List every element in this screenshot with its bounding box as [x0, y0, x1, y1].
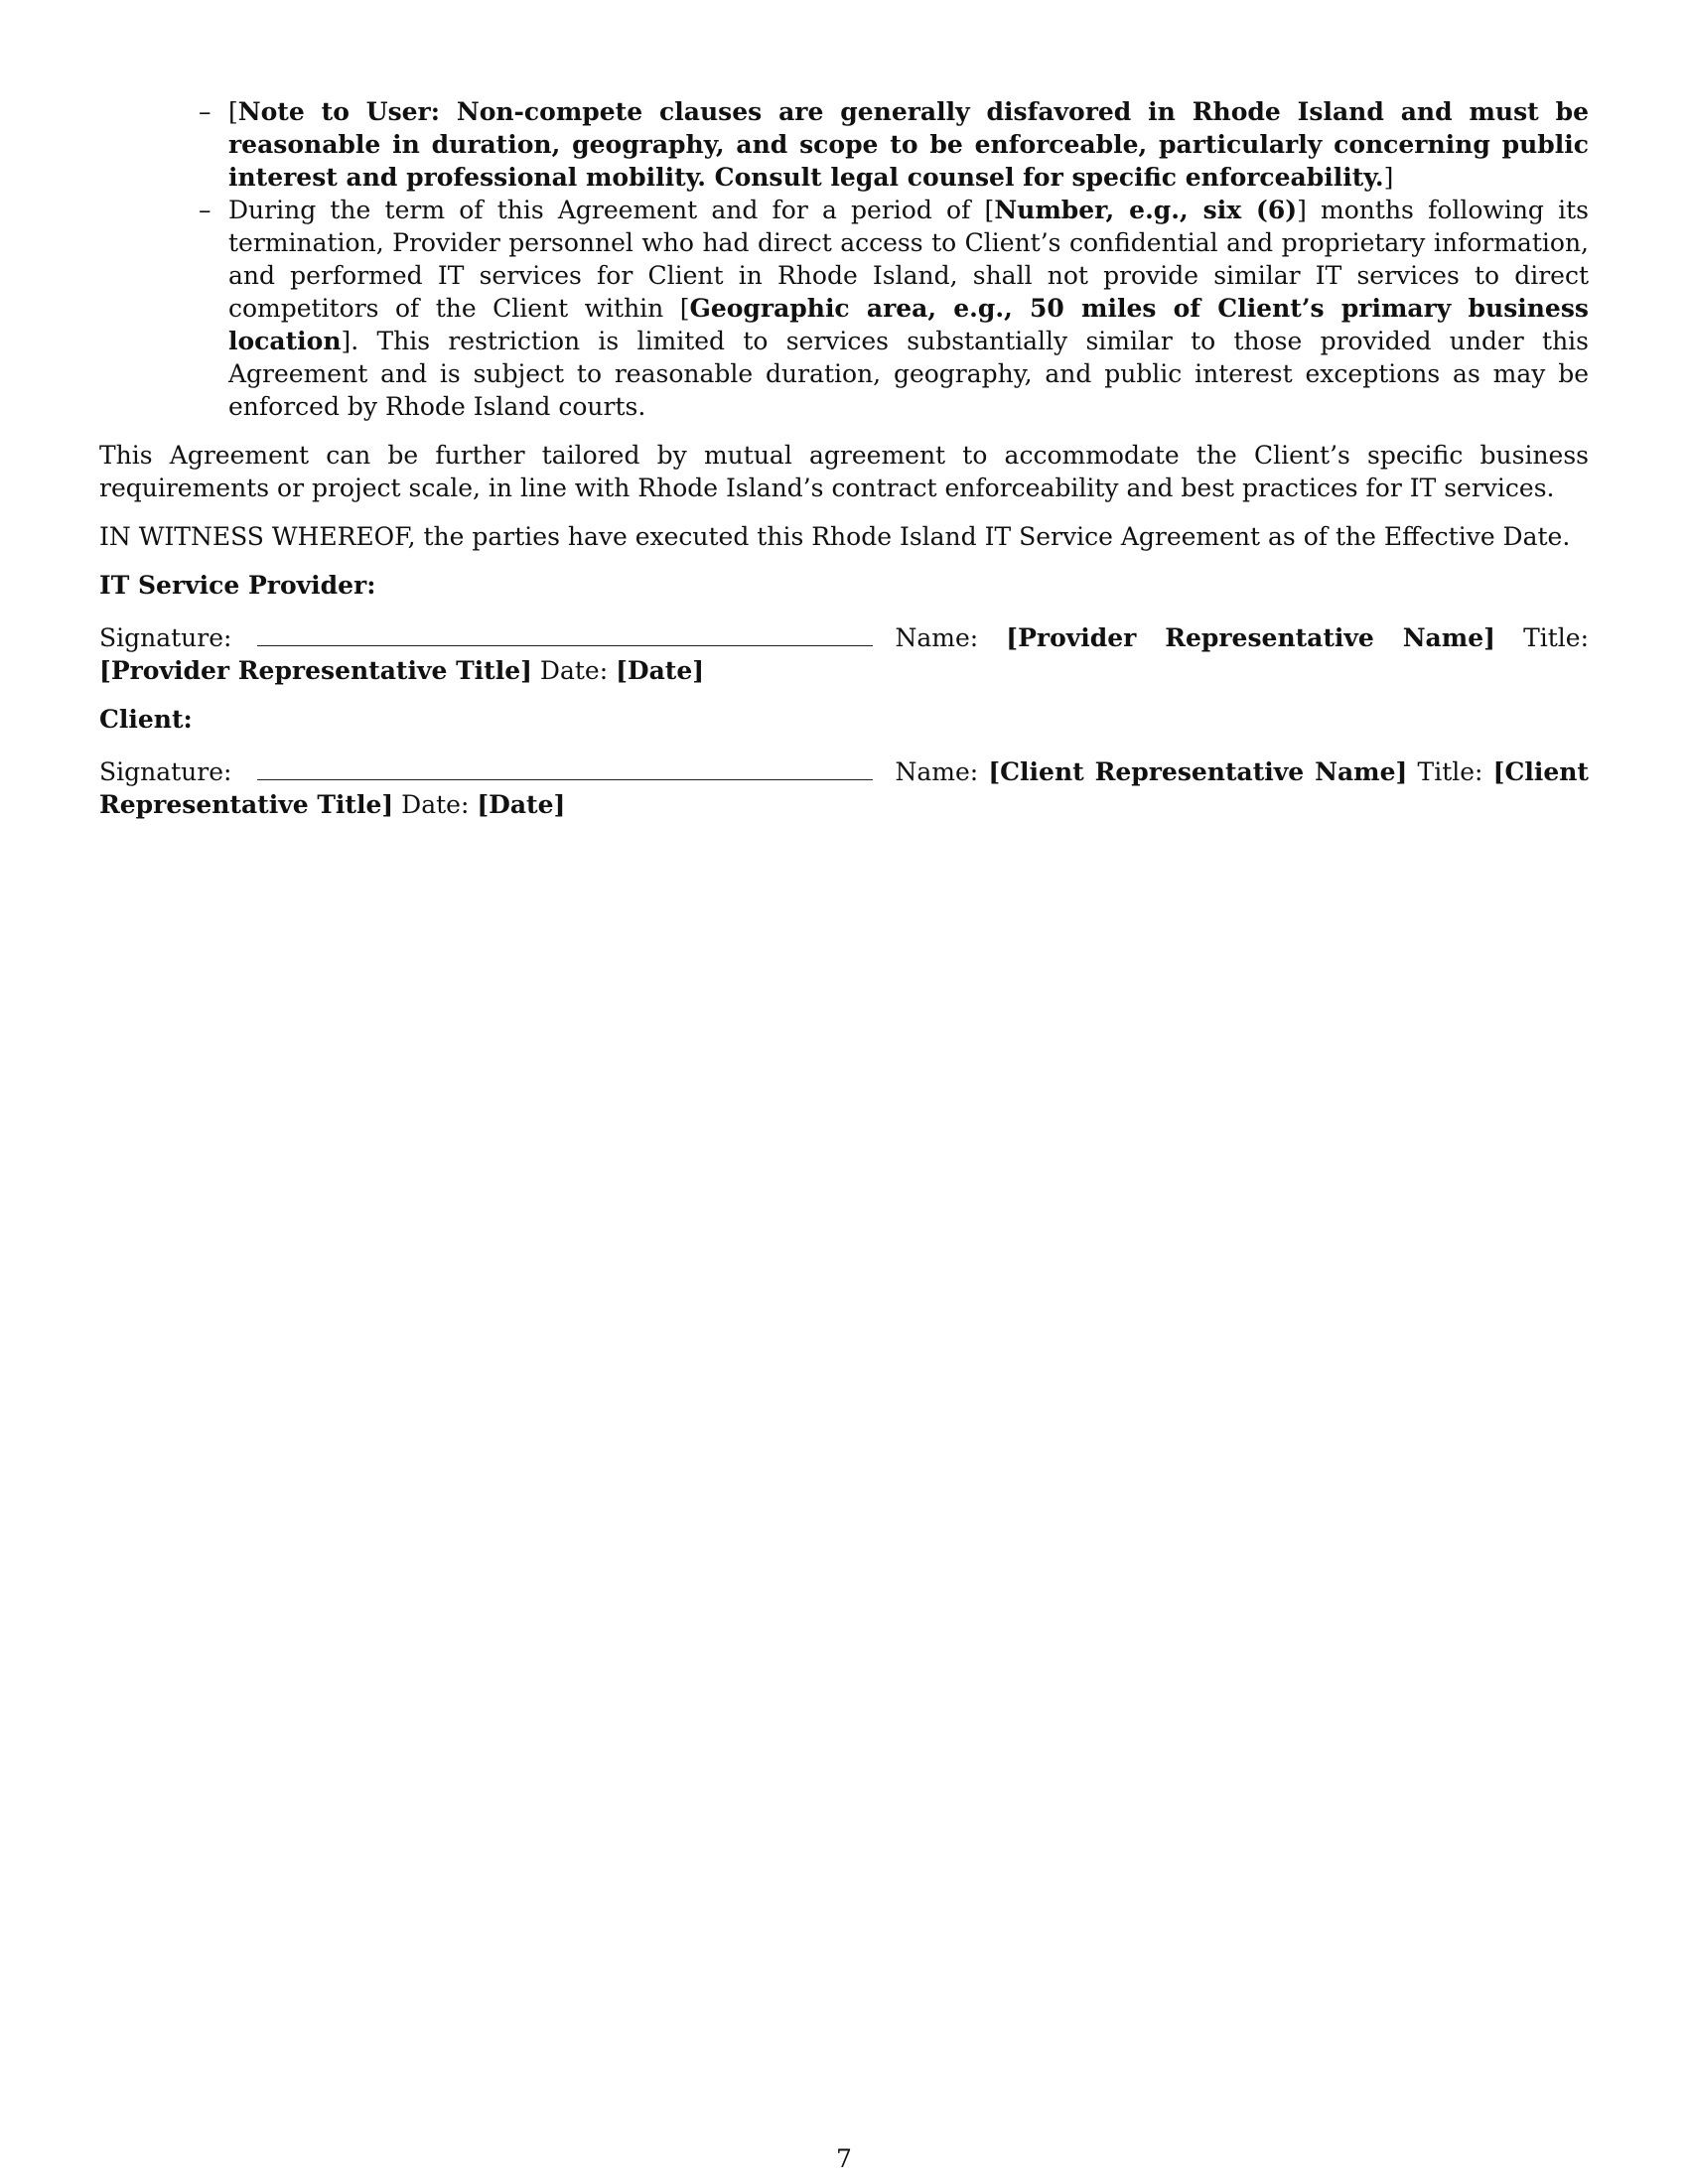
placeholder-geography: Geographic area, e.g., 50 miles of Client’s primary business location — [228, 294, 1589, 355]
list-item — [99, 95, 1589, 194]
placeholder-duration: Number, e.g., six (6) — [994, 196, 1298, 224]
title-label: Title: — [1417, 757, 1483, 786]
date-label: Date: — [401, 790, 470, 819]
provider-heading: IT Service Provider: — [99, 571, 376, 600]
client-title-value: [Client Representative Title] — [99, 757, 1589, 819]
title-label: Title: — [1523, 623, 1590, 652]
date-label: Date: — [539, 656, 609, 685]
signature-label: Signature: — [99, 757, 232, 786]
client-heading: Client: — [99, 705, 193, 734]
clause-list — [99, 95, 1589, 423]
client-name-value: [Client Representative Name] — [988, 757, 1408, 786]
clause-text: ] months following its termination, Provider personnel who had direct access to Client’s confidential and proprietary information, and performed IT services for Client in Rhode Island, shall not provide similar IT services to direct competitors of the Client within [ — [228, 196, 1589, 323]
name-label: Name: — [895, 623, 979, 652]
name-label: Name: — [895, 757, 979, 786]
provider-signature-line[interactable] — [257, 623, 873, 646]
provider-name-value: [Provider Representative Name] — [1006, 623, 1495, 652]
provider-signature-block — [99, 621, 1589, 687]
note-to-user: Note to User: Non-compete clauses are generally disfavored in Rhode Island and must be reasonable in duration, geography, and scope to be enforceable, particularly concerning public interest and professional mobility. Consult legal counsel for specific enforceability. — [228, 97, 1589, 192]
page-number: 7 — [836, 2144, 852, 2173]
signature-label: Signature: — [99, 623, 232, 652]
clause-text: ]. This restriction is limited to services substantially similar to those provided under this Agreement and is subject to reasonable duration, geography, and public interest exceptions as may be enforced by Rhode Island courts. — [228, 327, 1589, 421]
clause-text: During the term of this Agreement and for a period of [ — [228, 196, 995, 224]
document-page — [99, 95, 1589, 821]
client-signature-block — [99, 755, 1589, 821]
client-signature-line[interactable] — [257, 757, 873, 780]
provider-date-value: [Date] — [616, 656, 705, 685]
dash-bullet: – — [199, 97, 211, 126]
list-item — [99, 194, 1589, 423]
witness-paragraph: IN WITNESS WHEREOF, the parties have executed this Rhode Island IT Service Agreement as of the Effective Date. — [99, 522, 1571, 551]
bracket-close: ] — [1383, 163, 1394, 192]
tailoring-paragraph: This Agreement can be further tailored by mutual agreement to accommodate the Client’s specific business requirements or project scale, in line with Rhode Island’s contract enforceability and best practices for IT services. — [99, 441, 1589, 502]
provider-title-value: [Provider Representative Title] — [99, 656, 532, 685]
dash-bullet: – — [199, 196, 211, 224]
client-date-value: [Date] — [477, 790, 566, 819]
bracket-open: [ — [228, 97, 238, 126]
